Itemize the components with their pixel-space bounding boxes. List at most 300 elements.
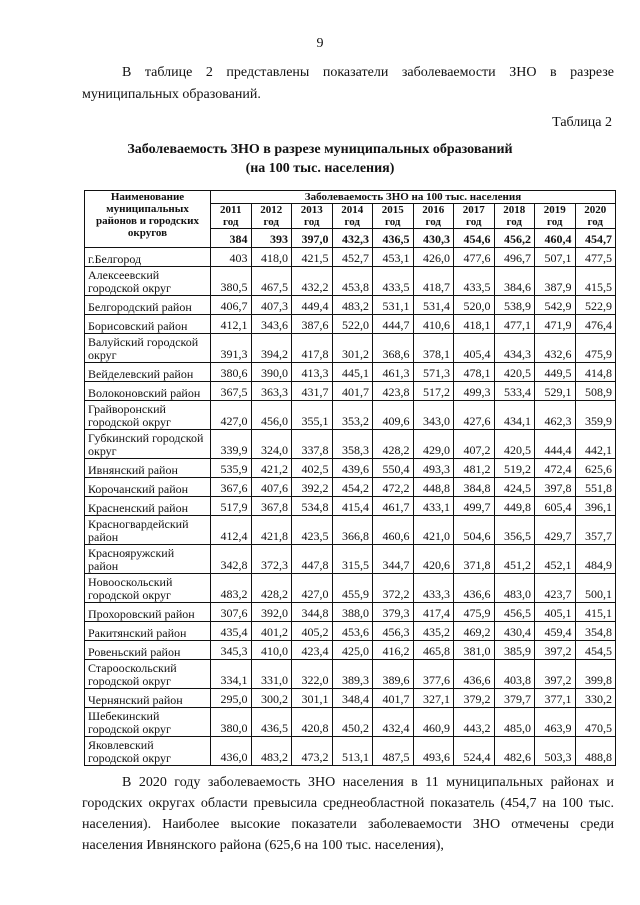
incidence-value: 423,4: [292, 641, 333, 660]
incidence-value: 417,4: [413, 603, 454, 622]
incidence-value: 496,7: [494, 248, 535, 267]
incidence-value: 412,4: [211, 516, 252, 545]
incidence-value: 392,0: [251, 603, 292, 622]
incidence-value: 436,6: [454, 660, 495, 689]
incidence-value: 484,9: [575, 545, 616, 574]
incidence-value: 444,4: [535, 430, 576, 459]
incidence-value: 436,6: [454, 574, 495, 603]
average-value: 460,4: [535, 229, 576, 248]
year-header: [454, 204, 495, 229]
incidence-value: 301,1: [292, 689, 333, 708]
incidence-value: 471,9: [535, 315, 576, 334]
incidence-value: 377,6: [413, 660, 454, 689]
incidence-value: 487,5: [373, 737, 414, 766]
year-label: 2018: [503, 204, 526, 216]
year-label: 2011: [220, 204, 242, 216]
incidence-value: 534,8: [292, 497, 333, 516]
year-unit: год: [223, 216, 239, 228]
year-label: 2016: [422, 204, 445, 216]
incidence-value: 453,8: [332, 267, 373, 296]
incidence-value: 493,6: [413, 737, 454, 766]
incidence-value: 473,2: [292, 737, 333, 766]
incidence-value: 387,6: [292, 315, 333, 334]
municipality-name: Валуйский городской округ: [85, 334, 211, 363]
incidence-value: 372,2: [373, 574, 414, 603]
incidence-value: 420,6: [413, 545, 454, 574]
incidence-value: 421,0: [413, 516, 454, 545]
incidence-value: 372,3: [251, 545, 292, 574]
incidence-value: 384,6: [494, 267, 535, 296]
average-value: 393: [251, 229, 292, 248]
table-row: [85, 334, 616, 363]
incidence-value: 450,2: [332, 708, 373, 737]
incidence-value: 477,5: [575, 248, 616, 267]
incidence-value: 402,5: [292, 459, 333, 478]
year-unit: год: [385, 216, 401, 228]
incidence-value: 378,1: [413, 334, 454, 363]
table-row: [85, 737, 616, 766]
incidence-value: 428,2: [251, 574, 292, 603]
municipality-name: Краснояружский район: [85, 545, 211, 574]
table-row: [85, 574, 616, 603]
municipality-name: Волоконовский район: [85, 382, 211, 401]
incidence-value: 452,7: [332, 248, 373, 267]
incidence-value: 493,3: [413, 459, 454, 478]
incidence-value: 403,8: [494, 660, 535, 689]
incidence-value: 436,5: [251, 708, 292, 737]
incidence-value: 432,4: [373, 708, 414, 737]
incidence-value: 435,4: [211, 622, 252, 641]
incidence-value: 483,2: [251, 737, 292, 766]
incidence-value: 403: [211, 248, 252, 267]
incidence-value: 507,1: [535, 248, 576, 267]
year-label: 2020: [584, 204, 607, 216]
incidence-value: 356,5: [494, 516, 535, 545]
incidence-value: 459,4: [535, 622, 576, 641]
incidence-value: 429,0: [413, 430, 454, 459]
year-label: 2012: [260, 204, 283, 216]
incidence-value: 531,4: [413, 296, 454, 315]
incidence-value: 499,7: [454, 497, 495, 516]
average-value: 432,3: [332, 229, 373, 248]
incidence-value: 488,8: [575, 737, 616, 766]
incidence-value: 405,4: [454, 334, 495, 363]
incidence-value: 483,2: [332, 296, 373, 315]
year-header: [251, 204, 292, 229]
year-label: 2019: [543, 204, 566, 216]
incidence-value: 410,6: [413, 315, 454, 334]
incidence-value: 428,2: [373, 430, 414, 459]
group-column-header: Заболеваемость ЗНО на 100 тыс. населения: [211, 191, 616, 204]
incidence-value: 533,4: [494, 382, 535, 401]
incidence-value: 379,7: [494, 689, 535, 708]
incidence-value: 452,1: [535, 545, 576, 574]
year-header: [535, 204, 576, 229]
incidence-value: 416,2: [373, 641, 414, 660]
year-header: [575, 204, 616, 229]
municipality-name: Ровеньский район: [85, 641, 211, 660]
incidence-value: 461,7: [373, 497, 414, 516]
incidence-value: 434,1: [494, 401, 535, 430]
incidence-value: 460,6: [373, 516, 414, 545]
incidence-value: 504,6: [454, 516, 495, 545]
incidence-value: 315,5: [332, 545, 373, 574]
year-label: 2013: [300, 204, 323, 216]
incidence-value: 472,2: [373, 478, 414, 497]
incidence-value: 420,8: [292, 708, 333, 737]
incidence-value: 477,1: [494, 315, 535, 334]
incidence-value: 433,3: [413, 574, 454, 603]
table-row: [85, 478, 616, 497]
table-row: [85, 708, 616, 737]
municipality-name: Корочанский район: [85, 478, 211, 497]
year-unit: год: [425, 216, 441, 228]
incidence-value: 354,8: [575, 622, 616, 641]
closing-paragraph: В 2020 году заболеваемость ЗНО населения в 11 муниципальных районах и городских округах области превысила среднеобластной показатель (454,7 на 100 тыс. населения). Наиболее высокие показатели заболеваемости ЗНО отмечены среди населения Ивнянского района (625,6 на 100 тыс. населения),: [82, 775, 614, 853]
incidence-value: 477,6: [454, 248, 495, 267]
municipality-name: Красненский район: [85, 497, 211, 516]
incidence-value: 445,1: [332, 363, 373, 382]
table-row: [85, 382, 616, 401]
table-row: [85, 430, 616, 459]
incidence-value: 420,5: [494, 430, 535, 459]
table-row: [85, 315, 616, 334]
incidence-value: 535,9: [211, 459, 252, 478]
year-header: [494, 204, 535, 229]
page-number: 9: [316, 36, 324, 51]
incidence-value: 367,6: [211, 478, 252, 497]
incidence-value: 421,8: [251, 516, 292, 545]
year-header: [211, 204, 252, 229]
municipality-name: Ивнянский район: [85, 459, 211, 478]
incidence-value: 357,7: [575, 516, 616, 545]
municipality-name: Грайворонский городской округ: [85, 401, 211, 430]
incidence-value: 433,5: [454, 267, 495, 296]
year-unit: год: [506, 216, 522, 228]
year-unit: год: [587, 216, 603, 228]
incidence-value: 397,2: [535, 641, 576, 660]
incidence-value: 401,7: [373, 689, 414, 708]
incidence-value: 391,3: [211, 334, 252, 363]
incidence-value: 415,5: [575, 267, 616, 296]
incidence-value: 453,6: [332, 622, 373, 641]
incidence-value: 406,7: [211, 296, 252, 315]
incidence-value: 449,5: [535, 363, 576, 382]
incidence-value: 353,2: [332, 401, 373, 430]
incidence-value: 475,9: [575, 334, 616, 363]
table-row: [85, 497, 616, 516]
name-column-header: Наименование муниципальных районов и городских округов: [85, 191, 211, 248]
incidence-value: 429,7: [535, 516, 576, 545]
table-title-line2: (на 100 тыс. населения): [245, 161, 395, 176]
incidence-value: 423,7: [535, 574, 576, 603]
incidence-value: 425,0: [332, 641, 373, 660]
incidence-value: 342,8: [211, 545, 252, 574]
incidence-value: 503,3: [535, 737, 576, 766]
incidence-value: 343,6: [251, 315, 292, 334]
year-unit: год: [547, 216, 563, 228]
incidence-value: 421,2: [251, 459, 292, 478]
incidence-value: 366,8: [332, 516, 373, 545]
incidence-value: 481,2: [454, 459, 495, 478]
incidence-value: 531,1: [373, 296, 414, 315]
incidence-value: 430,4: [494, 622, 535, 641]
incidence-value: 442,1: [575, 430, 616, 459]
incidence-value: 433,5: [373, 267, 414, 296]
incidence-value: 482,6: [494, 737, 535, 766]
table-row: [85, 603, 616, 622]
incidence-value: 443,2: [454, 708, 495, 737]
incidence-value: 427,0: [292, 574, 333, 603]
incidence-value: 456,5: [494, 603, 535, 622]
incidence-value: 520,0: [454, 296, 495, 315]
incidence-value: 295,0: [211, 689, 252, 708]
incidence-value: 472,4: [535, 459, 576, 478]
incidence-value: 380,0: [211, 708, 252, 737]
municipality-name: Алексеевский городской округ: [85, 267, 211, 296]
incidence-value: 476,4: [575, 315, 616, 334]
incidence-value: 394,2: [251, 334, 292, 363]
municipality-name: Яковлевский городской округ: [85, 737, 211, 766]
incidence-value: 427,6: [454, 401, 495, 430]
incidence-value: 368,6: [373, 334, 414, 363]
incidence-value: 418,1: [454, 315, 495, 334]
incidence-value: 454,2: [332, 478, 373, 497]
average-value: 384: [211, 229, 252, 248]
incidence-value: 448,8: [413, 478, 454, 497]
incidence-value: 358,3: [332, 430, 373, 459]
incidence-value: 348,4: [332, 689, 373, 708]
table-row: [85, 363, 616, 382]
incidence-value: 380,6: [211, 363, 252, 382]
incidence-value: 327,1: [413, 689, 454, 708]
incidence-value: 380,5: [211, 267, 252, 296]
incidence-value: 467,5: [251, 267, 292, 296]
incidence-value: 405,1: [535, 603, 576, 622]
incidence-value: 436,0: [211, 737, 252, 766]
incidence-value: 401,2: [251, 622, 292, 641]
incidence-value: 301,2: [332, 334, 373, 363]
year-unit: год: [344, 216, 360, 228]
incidence-value: 625,6: [575, 459, 616, 478]
municipality-name: Вейделевский район: [85, 363, 211, 382]
incidence-value: 538,9: [494, 296, 535, 315]
incidence-value: 417,8: [292, 334, 333, 363]
incidence-value: 355,1: [292, 401, 333, 430]
table-row: [85, 296, 616, 315]
incidence-value: 401,7: [332, 382, 373, 401]
incidence-value: 456,0: [251, 401, 292, 430]
incidence-value: 454,5: [575, 641, 616, 660]
incidence-value: 390,0: [251, 363, 292, 382]
incidence-value: 418,7: [413, 267, 454, 296]
year-label: 2017: [462, 204, 485, 216]
incidence-value: 483,2: [211, 574, 252, 603]
incidence-value: 418,0: [251, 248, 292, 267]
incidence-value: 475,9: [454, 603, 495, 622]
table-row: [85, 516, 616, 545]
municipality-name: Чернянский район: [85, 689, 211, 708]
table-title-line1: Заболеваемость ЗНО в разрезе муниципальных образований: [127, 142, 513, 157]
incidence-value: 513,1: [332, 737, 373, 766]
incidence-value: 344,8: [292, 603, 333, 622]
municipality-name: Красногвардейский район: [85, 516, 211, 545]
table-row: [85, 660, 616, 689]
incidence-value: 337,8: [292, 430, 333, 459]
year-header: [292, 204, 333, 229]
incidence-value: 410,0: [251, 641, 292, 660]
incidence-value: 463,9: [535, 708, 576, 737]
incidence-value: 415,4: [332, 497, 373, 516]
intro-paragraph: В таблице 2 представлены показатели заболеваемости ЗНО в разрезе муниципальных образований.: [82, 65, 614, 102]
incidence-value: 427,0: [211, 401, 252, 430]
incidence-value: 483,0: [494, 574, 535, 603]
incidence-value: 461,3: [373, 363, 414, 382]
incidence-value: 344,7: [373, 545, 414, 574]
average-value: 454,6: [454, 229, 495, 248]
table-row: [85, 267, 616, 296]
table-label: Таблица 2: [552, 115, 612, 130]
incidence-value: 456,3: [373, 622, 414, 641]
table-row: [85, 545, 616, 574]
incidence-value: 379,2: [454, 689, 495, 708]
incidence-value: 431,7: [292, 382, 333, 401]
incidence-value: 522,0: [332, 315, 373, 334]
incidence-value: 367,5: [211, 382, 252, 401]
incidence-value: 455,9: [332, 574, 373, 603]
municipality-name: Губкинский городской округ: [85, 430, 211, 459]
table-row: [85, 641, 616, 660]
municipality-name: Новооскольский городской округ: [85, 574, 211, 603]
year-unit: год: [304, 216, 320, 228]
incidence-value: 433,1: [413, 497, 454, 516]
incidence-value: 407,2: [454, 430, 495, 459]
incidence-value: 485,0: [494, 708, 535, 737]
incidence-value: 307,6: [211, 603, 252, 622]
incidence-value: 397,2: [535, 660, 576, 689]
incidence-value: 424,5: [494, 478, 535, 497]
incidence-value: 517,2: [413, 382, 454, 401]
incidence-value: 465,8: [413, 641, 454, 660]
incidence-value: 432,6: [535, 334, 576, 363]
incidence-value: 551,8: [575, 478, 616, 497]
incidence-value: 415,1: [575, 603, 616, 622]
incidence-value: 426,0: [413, 248, 454, 267]
incidence-value: 434,3: [494, 334, 535, 363]
incidence-value: 363,3: [251, 382, 292, 401]
municipality-name: Шебекинский городской округ: [85, 708, 211, 737]
incidence-value: 397,8: [535, 478, 576, 497]
year-header: [332, 204, 373, 229]
table-row: [85, 401, 616, 430]
incidence-value: 447,8: [292, 545, 333, 574]
table-row: [85, 689, 616, 708]
incidence-value: 413,3: [292, 363, 333, 382]
year-header: [413, 204, 454, 229]
incidence-value: 478,1: [454, 363, 495, 382]
incidence-value: 367,8: [251, 497, 292, 516]
incidence-value: 439,6: [332, 459, 373, 478]
incidence-value: 345,3: [211, 641, 252, 660]
incidence-value: 389,3: [332, 660, 373, 689]
incidence-value: 384,8: [454, 478, 495, 497]
incidence-value: 423,8: [373, 382, 414, 401]
municipality-name: Прохоровский район: [85, 603, 211, 622]
incidence-value: 449,4: [292, 296, 333, 315]
incidence-value: 334,1: [211, 660, 252, 689]
incidence-value: 381,0: [454, 641, 495, 660]
year-label: 2014: [341, 204, 364, 216]
year-unit: год: [263, 216, 279, 228]
incidence-value: 407,3: [251, 296, 292, 315]
incidence-value: 324,0: [251, 430, 292, 459]
incidence-value: 339,9: [211, 430, 252, 459]
incidence-value: 453,1: [373, 248, 414, 267]
incidence-value: 462,3: [535, 401, 576, 430]
incidence-value: 499,3: [454, 382, 495, 401]
incidence-value: 414,8: [575, 363, 616, 382]
incidence-value: 444,7: [373, 315, 414, 334]
incidence-value: 396,1: [575, 497, 616, 516]
incidence-value: 605,4: [535, 497, 576, 516]
incidence-value: 399,8: [575, 660, 616, 689]
average-value: 436,5: [373, 229, 414, 248]
incidence-value: 451,2: [494, 545, 535, 574]
incidence-value: 423,5: [292, 516, 333, 545]
incidence-value: 330,2: [575, 689, 616, 708]
incidence-value: 322,0: [292, 660, 333, 689]
incidence-table: [84, 190, 616, 766]
year-unit: год: [466, 216, 482, 228]
incidence-value: 529,1: [535, 382, 576, 401]
table-title: [0, 140, 640, 178]
incidence-value: 300,2: [251, 689, 292, 708]
incidence-value: 522,9: [575, 296, 616, 315]
incidence-value: 550,4: [373, 459, 414, 478]
incidence-value: 407,6: [251, 478, 292, 497]
incidence-value: 392,2: [292, 478, 333, 497]
municipality-name: г.Белгород: [85, 248, 211, 267]
incidence-value: 519,2: [494, 459, 535, 478]
incidence-value: 500,1: [575, 574, 616, 603]
incidence-value: 470,5: [575, 708, 616, 737]
incidence-value: 524,4: [454, 737, 495, 766]
incidence-value: 542,9: [535, 296, 576, 315]
incidence-value: 379,3: [373, 603, 414, 622]
incidence-value: 359,9: [575, 401, 616, 430]
average-value: 430,3: [413, 229, 454, 248]
average-value: 397,0: [292, 229, 333, 248]
incidence-value: 435,2: [413, 622, 454, 641]
incidence-value: 421,5: [292, 248, 333, 267]
incidence-value: 420,5: [494, 363, 535, 382]
incidence-value: 508,9: [575, 382, 616, 401]
incidence-value: 432,2: [292, 267, 333, 296]
incidence-value: 385,9: [494, 641, 535, 660]
incidence-value: 343,0: [413, 401, 454, 430]
year-header: [373, 204, 414, 229]
municipality-name: Белгородский район: [85, 296, 211, 315]
incidence-value: 412,1: [211, 315, 252, 334]
average-value: 456,2: [494, 229, 535, 248]
incidence-value: 460,9: [413, 708, 454, 737]
incidence-value: 405,2: [292, 622, 333, 641]
incidence-value: 388,0: [332, 603, 373, 622]
table-row: [85, 248, 616, 267]
incidence-value: 517,9: [211, 497, 252, 516]
incidence-value: 331,0: [251, 660, 292, 689]
table-row: [85, 459, 616, 478]
